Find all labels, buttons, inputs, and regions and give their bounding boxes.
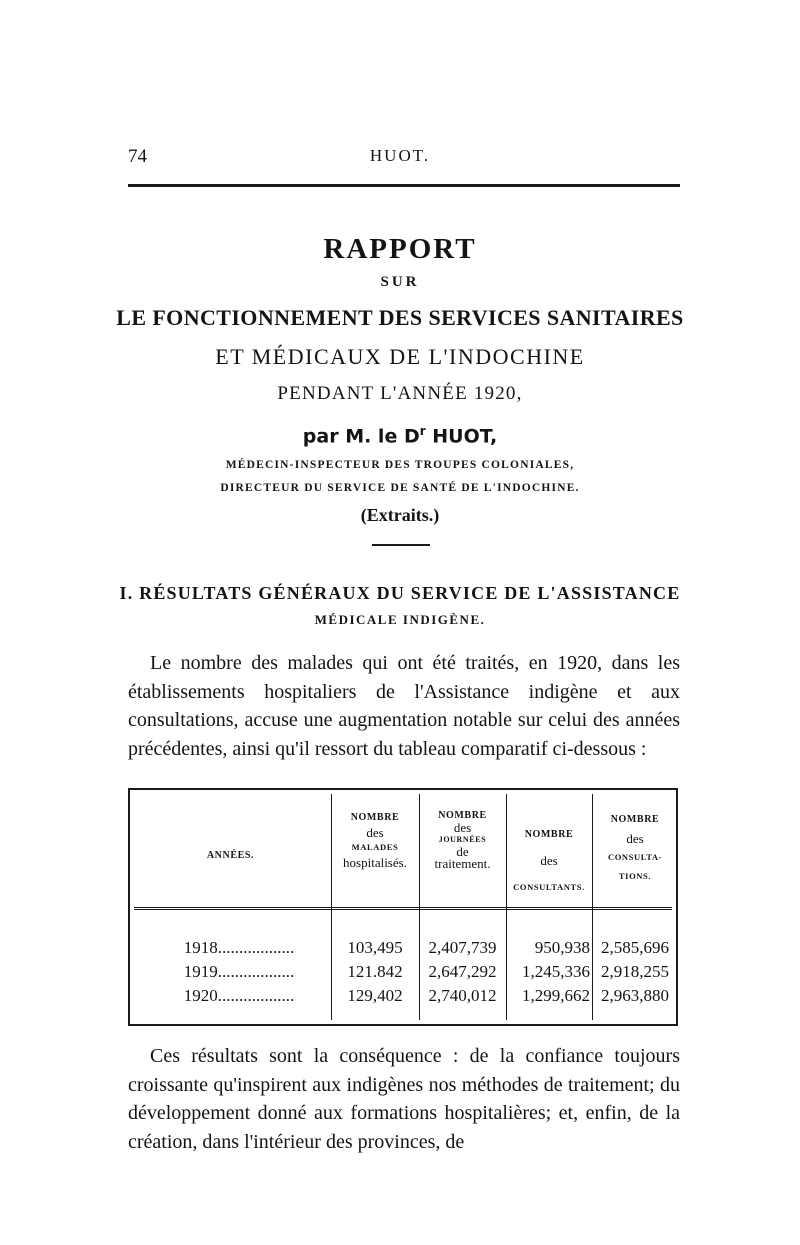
row-year: 1919.................. xyxy=(183,962,295,981)
running-head: HUOT. xyxy=(369,146,431,165)
table-row xyxy=(130,986,676,1010)
header-journees-l2: des xyxy=(453,820,472,835)
header-divider xyxy=(134,909,672,910)
header-malades xyxy=(331,810,419,870)
row-consultants: 1,245,336 xyxy=(522,962,590,981)
header-consultations-l1: NOMBRE xyxy=(610,814,660,825)
row-malades: 129,402 xyxy=(347,986,403,1005)
report-title-sur: SUR xyxy=(380,274,420,290)
extracts-label: (Extraits.) xyxy=(360,505,440,525)
author-name: HUOT, xyxy=(425,425,498,448)
author-role-1: MÉDECIN-INSPECTEUR DES TROUPES COLONIALES, xyxy=(225,459,575,471)
table-row xyxy=(130,938,676,962)
header-journees-l1: NOMBRE xyxy=(438,810,487,821)
row-consultations: 2,918,255 xyxy=(601,962,669,981)
report-title-line5: PENDANT L'ANNÉE 1920, xyxy=(277,383,523,404)
paragraph-results: Ces résultats sont la conséquence : de la confiance toujours croissante qu'inspirent aux indigènes nos méthodes de traitement; du développement donné aux formations hospitalières; et, enfin, de la création, dans l'intérieur des provinces, de xyxy=(128,1045,680,1153)
header-journees-l3: JOURNÉES xyxy=(438,835,487,844)
author-prefix: par M. le D xyxy=(302,425,420,448)
row-year: 1918.................. xyxy=(183,938,295,957)
report-title-line4: ET MÉDICAUX DE L'INDOCHINE xyxy=(215,344,585,369)
row-malades: 103,495 xyxy=(347,938,403,957)
comparison-table xyxy=(128,788,678,1026)
section-heading-cont: MÉDICALE INDIGÈNE. xyxy=(314,612,486,627)
header-rule xyxy=(128,184,680,187)
header-malades-l4: hospitalisés. xyxy=(343,855,407,870)
header-consultations-l2: des xyxy=(626,831,644,846)
row-journees: 2,740,012 xyxy=(428,986,497,1005)
row-consultations: 2,963,880 xyxy=(601,986,669,1005)
section-heading: I. RÉSULTATS GÉNÉRAUX DU SERVICE DE L'ASSISTANCE xyxy=(119,583,681,603)
header-malades-l2: des xyxy=(366,825,384,840)
table-row xyxy=(130,962,676,986)
header-consultants-l2: des xyxy=(540,853,558,868)
header-journees-l5: traitement. xyxy=(434,856,491,871)
header-consultants xyxy=(506,822,592,900)
header-malades-l1: NOMBRE xyxy=(350,812,400,823)
report-title: RAPPORT xyxy=(323,233,477,265)
report-title-line3: LE FONCTIONNEMENT DES SERVICES SANITAIRES xyxy=(116,305,684,330)
title-divider xyxy=(372,544,430,546)
author-sup: r xyxy=(419,424,426,438)
header-consultations xyxy=(592,810,678,886)
header-journees xyxy=(419,810,506,870)
header-divider xyxy=(134,907,672,908)
author-role-2: DIRECTEUR DU SERVICE DE SANTÉ DE L'INDOCHINE. xyxy=(220,482,580,494)
header-consultants-l3: CONSULTANTS. xyxy=(513,882,585,892)
header-consultations-l3: CONSULTA- xyxy=(607,852,663,862)
paragraph-intro: Le nombre des malades qui ont été traités, en 1920, dans les établissements hospitaliers de l'Assistance indigène et aux consultations, accuse une augmentation notable sur celui des années précédentes, ainsi qu'il ressort du tableau comparatif ci-dessous : xyxy=(128,652,680,760)
header-consultations-l4: TIONS. xyxy=(618,871,652,881)
row-consultants: 950,938 xyxy=(534,938,590,957)
page-number: 74 xyxy=(128,146,147,167)
row-journees: 2,407,739 xyxy=(428,938,497,957)
header-annees: ANNÉES. xyxy=(206,850,255,861)
row-journees: 2,647,292 xyxy=(428,962,497,981)
header-consultants-l1: NOMBRE xyxy=(524,829,574,840)
author-line xyxy=(0,424,800,447)
header-malades-l3: MALADES xyxy=(351,842,399,852)
row-consultations: 2,585,696 xyxy=(601,938,669,957)
header-journees-l4: de xyxy=(456,844,469,859)
row-malades: 121.842 xyxy=(347,962,403,981)
row-consultants: 1,299,662 xyxy=(522,986,590,1005)
row-year: 1920.................. xyxy=(183,986,295,1005)
